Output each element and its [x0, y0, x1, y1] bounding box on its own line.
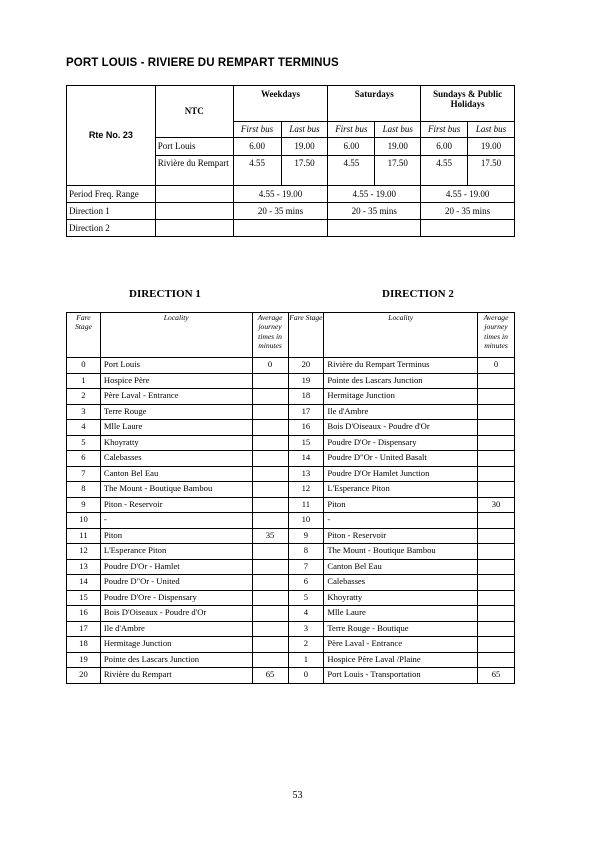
- fare-stage-cell: 5: [67, 435, 101, 451]
- fare-stage-cell: 10: [67, 513, 101, 529]
- fare-stage-cell: 15: [288, 435, 324, 451]
- value-cell: 20 - 35 mins: [328, 203, 421, 220]
- fare-stage-cell: 9: [288, 528, 324, 544]
- stop-name: Port Louis: [155, 138, 233, 156]
- locality-cell: Port Louis: [100, 358, 252, 374]
- fare-stage-cell: 0: [288, 668, 324, 684]
- fare-stage-cell: 12: [288, 482, 324, 498]
- fare-stage-cell: 7: [288, 559, 324, 575]
- avg-time-cell: [252, 544, 288, 560]
- last-bus-label: Last bus: [468, 122, 515, 138]
- locality-cell: Rivière du Rempart: [100, 668, 252, 684]
- avg-time-cell: 0: [478, 358, 515, 374]
- fare-stage-cell: 11: [288, 497, 324, 513]
- locality-cell: Père Laval - Entrance: [324, 637, 478, 653]
- locality-cell: Piton: [100, 528, 252, 544]
- table-row: [67, 497, 515, 513]
- schedule-table: [66, 85, 515, 237]
- time-cell: 4.55: [328, 156, 375, 186]
- locality-cell: The Mount - Boutique Bambou: [100, 482, 252, 498]
- avg-time-cell: [252, 373, 288, 389]
- avg-time-cell: 30: [478, 497, 515, 513]
- locality-cell: Bois D'Oiseaux - Poudre d'Or: [324, 420, 478, 436]
- locality-cell: Calebasses: [324, 575, 478, 591]
- locality-cell: Rivière du Rempart Terminus: [324, 358, 478, 374]
- locality-cell: Poudre D'Or Hamlet Junction: [324, 466, 478, 482]
- avg-time-header: Average journey times in minutes: [478, 313, 515, 358]
- avg-time-cell: [252, 389, 288, 405]
- direction-2-heading: DIRECTION 2: [382, 288, 454, 300]
- value-cell: [421, 220, 515, 237]
- fare-stage-header: Fare Stage: [288, 313, 324, 358]
- time-cell: 19.00: [468, 138, 515, 156]
- route-number: Rte No. 23: [67, 86, 156, 186]
- locality-cell: Poudre D"Or - United: [100, 575, 252, 591]
- locality-cell: Canton Bel Eau: [100, 466, 252, 482]
- fare-stage-cell: 3: [288, 621, 324, 637]
- locality-cell: Pointe des Lascars Junction: [100, 652, 252, 668]
- fare-stage-cell: 19: [288, 373, 324, 389]
- fare-stage-cell: 11: [67, 528, 101, 544]
- fare-stage-cell: 20: [67, 668, 101, 684]
- fare-stage-cell: 1: [67, 373, 101, 389]
- fare-stage-header: Fare Stage: [67, 313, 101, 358]
- fare-stage-cell: 6: [67, 451, 101, 467]
- avg-time-cell: [252, 435, 288, 451]
- table-row: [67, 435, 515, 451]
- value-cell: 4.55 - 19.00: [233, 186, 328, 203]
- fare-stage-cell: 0: [67, 358, 101, 374]
- empty-cell: [155, 220, 233, 237]
- fare-stage-cell: 7: [67, 466, 101, 482]
- fare-stage-cell: 17: [288, 404, 324, 420]
- table-row: [67, 606, 515, 622]
- fare-stage-cell: 16: [288, 420, 324, 436]
- fare-stage-cell: 2: [288, 637, 324, 653]
- table-row: [67, 358, 515, 374]
- page-title: PORT LOUIS - RIVIERE DU REMPART TERMINUS: [66, 57, 339, 69]
- avg-time-cell: [478, 575, 515, 591]
- avg-time-cell: [252, 621, 288, 637]
- row-label: Period Freq. Range: [67, 186, 156, 203]
- fare-stage-cell: 17: [67, 621, 101, 637]
- row-label: Direction 2: [67, 220, 156, 237]
- time-cell: 4.55: [233, 156, 281, 186]
- value-cell: 4.55 - 19.00: [421, 186, 515, 203]
- avg-time-cell: [478, 389, 515, 405]
- fare-stage-cell: 9: [67, 497, 101, 513]
- fare-stage-cell: 18: [288, 389, 324, 405]
- locality-cell: Hermitage Junction: [324, 389, 478, 405]
- locality-header: Locality: [324, 313, 478, 358]
- avg-time-cell: [478, 621, 515, 637]
- table-row: [67, 544, 515, 560]
- avg-time-cell: [478, 559, 515, 575]
- locality-cell: Père Laval - Entrance: [100, 389, 252, 405]
- locality-cell: Bois D'Oiseaux - Poudre d'Or: [100, 606, 252, 622]
- value-cell: 20 - 35 mins: [233, 203, 328, 220]
- saturdays-header: Saturdays: [328, 86, 421, 122]
- table-row: [67, 373, 515, 389]
- locality-cell: Mlle Laure: [324, 606, 478, 622]
- fare-stage-cell: 8: [67, 482, 101, 498]
- fare-stage-cell: 20: [288, 358, 324, 374]
- fare-table-header: [67, 313, 515, 358]
- table-row: [67, 590, 515, 606]
- fare-stage-cell: 3: [67, 404, 101, 420]
- page-number: 53: [292, 790, 303, 801]
- avg-time-cell: [252, 637, 288, 653]
- locality-cell: Ile d'Ambre: [324, 404, 478, 420]
- locality-cell: Mlle Laure: [100, 420, 252, 436]
- table-row: [67, 466, 515, 482]
- locality-header: Locality: [100, 313, 252, 358]
- avg-time-cell: [478, 590, 515, 606]
- avg-time-cell: [478, 606, 515, 622]
- locality-cell: Poudre D'Or - Hamlet: [100, 559, 252, 575]
- direction-row: [67, 203, 515, 220]
- weekdays-header: Weekdays: [233, 86, 328, 122]
- avg-time-cell: [478, 652, 515, 668]
- last-bus-label: Last bus: [281, 122, 328, 138]
- locality-cell: Terre Rouge: [100, 404, 252, 420]
- time-cell: 6.00: [233, 138, 281, 156]
- direction-1-heading: DIRECTION 1: [129, 288, 201, 300]
- table-row: [67, 637, 515, 653]
- fare-stage-cell: 14: [67, 575, 101, 591]
- avg-time-cell: 65: [252, 668, 288, 684]
- avg-time-cell: [252, 466, 288, 482]
- first-bus-label: First bus: [233, 122, 281, 138]
- table-row: [67, 528, 515, 544]
- frequency-row: [67, 186, 515, 203]
- avg-time-cell: [252, 420, 288, 436]
- avg-time-cell: [478, 528, 515, 544]
- table-row: [67, 482, 515, 498]
- avg-time-cell: [252, 497, 288, 513]
- avg-time-cell: [478, 544, 515, 560]
- locality-cell: Terre Rouge - Boutique: [324, 621, 478, 637]
- table-row: [67, 621, 515, 637]
- time-cell: 17.50: [468, 156, 515, 186]
- avg-time-cell: [252, 404, 288, 420]
- locality-cell: Piton - Reservoir: [100, 497, 252, 513]
- avg-time-cell: [478, 404, 515, 420]
- locality-cell: Piton - Reservoir: [324, 528, 478, 544]
- fare-stage-cell: 2: [67, 389, 101, 405]
- locality-cell: Pointe des Lascars Junction: [324, 373, 478, 389]
- locality-cell: Poudre D'Or - Dispensary: [324, 435, 478, 451]
- fare-stage-cell: 1: [288, 652, 324, 668]
- value-cell: 4.55 - 19.00: [328, 186, 421, 203]
- fare-stage-cell: 5: [288, 590, 324, 606]
- fare-stage-cell: 15: [67, 590, 101, 606]
- locality-cell: -: [100, 513, 252, 529]
- table-row: [67, 575, 515, 591]
- locality-cell: Khoyratty: [100, 435, 252, 451]
- direction-row: [67, 220, 515, 237]
- avg-time-cell: 65: [478, 668, 515, 684]
- avg-time-cell: [478, 451, 515, 467]
- fare-stage-cell: 4: [288, 606, 324, 622]
- table-row: [67, 404, 515, 420]
- table-row: [67, 652, 515, 668]
- locality-cell: The Mount - Boutique Bambou: [324, 544, 478, 560]
- fare-stage-cell: 6: [288, 575, 324, 591]
- locality-cell: Hospice Père: [100, 373, 252, 389]
- avg-time-cell: [252, 482, 288, 498]
- avg-time-cell: [252, 559, 288, 575]
- first-bus-label: First bus: [421, 122, 468, 138]
- locality-cell: L'Esperance Piton: [100, 544, 252, 560]
- fare-stage-cell: 14: [288, 451, 324, 467]
- avg-time-cell: [478, 435, 515, 451]
- locality-cell: Calebasses: [100, 451, 252, 467]
- fare-stage-cell: 18: [67, 637, 101, 653]
- avg-time-cell: [252, 652, 288, 668]
- locality-cell: Khoyratty: [324, 590, 478, 606]
- last-bus-label: Last bus: [375, 122, 421, 138]
- first-bus-label: First bus: [328, 122, 375, 138]
- value-cell: 20 - 35 mins: [421, 203, 515, 220]
- row-label: Direction 1: [67, 203, 156, 220]
- avg-time-cell: 35: [252, 528, 288, 544]
- stop-name: Rivière du Rempart: [155, 156, 233, 186]
- avg-time-cell: [478, 420, 515, 436]
- avg-time-cell: [478, 482, 515, 498]
- avg-time-cell: [252, 513, 288, 529]
- table-row: [67, 668, 515, 684]
- avg-time-cell: [478, 513, 515, 529]
- time-cell: 4.55: [421, 156, 468, 186]
- time-cell: 19.00: [375, 138, 421, 156]
- avg-time-cell: [252, 451, 288, 467]
- locality-cell: Piton: [324, 497, 478, 513]
- avg-time-cell: [478, 373, 515, 389]
- locality-cell: Port Louis - Transportation: [324, 668, 478, 684]
- avg-time-cell: [252, 606, 288, 622]
- avg-time-cell: [252, 590, 288, 606]
- avg-time-cell: [478, 466, 515, 482]
- fare-stage-cell: 10: [288, 513, 324, 529]
- avg-time-cell: [478, 637, 515, 653]
- table-row: [67, 513, 515, 529]
- table-row: [67, 451, 515, 467]
- time-cell: 17.50: [375, 156, 421, 186]
- time-cell: 6.00: [421, 138, 468, 156]
- fare-stage-cell: 4: [67, 420, 101, 436]
- fare-stage-cell: 16: [67, 606, 101, 622]
- locality-cell: -: [324, 513, 478, 529]
- time-cell: 17.50: [281, 156, 328, 186]
- fare-stage-cell: 13: [67, 559, 101, 575]
- value-cell: [328, 220, 421, 237]
- fare-stage-cell: 12: [67, 544, 101, 560]
- locality-cell: Poudre D"Or - United Basalt: [324, 451, 478, 467]
- time-cell: 6.00: [328, 138, 375, 156]
- sundays-header: Sundays & Public Holidays: [421, 86, 515, 122]
- table-row: [67, 559, 515, 575]
- fare-stage-cell: 19: [67, 652, 101, 668]
- avg-time-cell: 0: [252, 358, 288, 374]
- empty-cell: [155, 203, 233, 220]
- fare-stage-table: [66, 312, 515, 684]
- locality-cell: Poudre D'Ore - Dispensary: [100, 590, 252, 606]
- table-row: [67, 420, 515, 436]
- locality-cell: Hermitage Junction: [100, 637, 252, 653]
- empty-cell: [155, 186, 233, 203]
- avg-time-header: Average journey times in minutes: [252, 313, 288, 358]
- locality-cell: L'Esperance Piton: [324, 482, 478, 498]
- value-cell: [233, 220, 328, 237]
- locality-cell: Ile d'Ambre: [100, 621, 252, 637]
- fare-stage-cell: 13: [288, 466, 324, 482]
- operator-name: NTC: [155, 86, 233, 138]
- time-cell: 19.00: [281, 138, 328, 156]
- avg-time-cell: [252, 575, 288, 591]
- fare-stage-cell: 8: [288, 544, 324, 560]
- table-row: [67, 389, 515, 405]
- locality-cell: Canton Bel Eau: [324, 559, 478, 575]
- locality-cell: Hospice Père Laval /Plaine: [324, 652, 478, 668]
